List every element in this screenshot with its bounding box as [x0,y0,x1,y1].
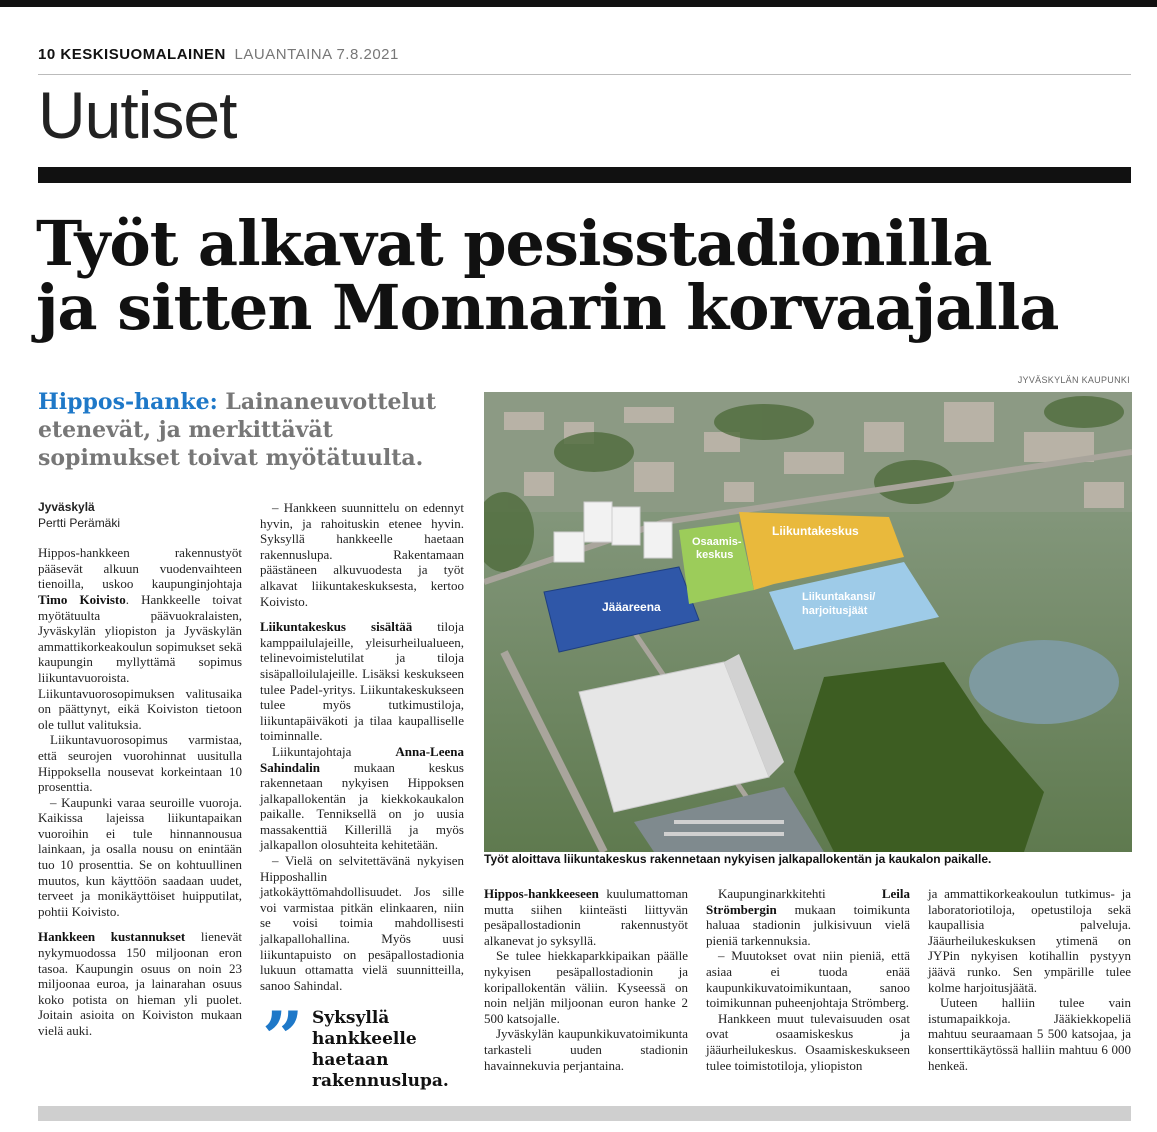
deck [38,388,468,472]
top-rule [0,0,1157,7]
headline-line-2: ja sitten Monnarin korvaajalla [36,271,1059,344]
label-jaaareena: Jääareena [602,600,661,614]
label-osaamiskeskus-2: keskus [696,549,734,561]
text: kuulumattoman mutta siihen kiinteästi liittyvän pesäpallostadionin rakennustyöt alkanevat jo syksyllä. [484,886,688,948]
text: Hippos-hankkeen rakennustyöt pääsevät alkuun vuodenvaihteen tienoilla, uskoo kaupunginjohtaja [38,545,242,592]
photo-credit: JYVÄSKYLÄN KAUPUNKI [1017,375,1130,385]
section-title: Uutiset [38,78,237,152]
bottom-rule [38,1106,1131,1121]
paragraph: Liikuntavuorosopimus varmistaa, että seurojen vuorohinnat uusitulla Hippoksella nousevat korkeintaan 10 prosenttia. [38,732,242,795]
text: mukaan toimikunta haluaa stadionin julkisivuun vielä pieniä tarkennuksia. [706,901,910,948]
deck-kicker: Hippos-hanke: [38,389,218,415]
paragraph [260,619,464,744]
byline: Pertti Perämäki [38,515,121,530]
dateline: Jyväskylä [38,500,95,514]
photo-caption: Työt aloittava liikuntakeskus rakennetaan nykyisen jalkapallokentän ja kaukalon paikalle. [484,852,992,866]
label-liikuntakansi-1: Liikuntakansi/ [802,591,876,603]
text: mukaan keskus rakennetaan nykyisen Hippoksen jalkapallokentän ja kiekkokaukalon paikalle. Tenniksellä on jo uusia massakenttiä Killerillä ja myös jalkapallon olosuhteita kehitetään. [260,759,464,853]
paragraph: – Hankkeen suunnittelu on edennyt hyvin, ja rahoituskin etenee hyvin. Syksyllä hankkeelle haetaan rakennuslupa. Rakentamaan päästäneen alkuvuodesta ja työt alkavat liikuntakeskuksesta, kertoo Koivisto. [260,500,464,609]
label-liikuntakansi-2: harjoitusjäät [802,605,868,617]
paragraph [706,886,910,948]
label-liikuntakeskus: Liikuntakeskus [772,524,859,538]
deck-text: Lainaneuvottelut etenevät, ja merkittävät sopimukset toivat myötätuulta. [38,389,437,471]
paragraph: – Vielä on selvitettävänä nykyisen Hipposhallin jatkokäyttömahdollisuudet. Jos sille voi varmistaa pitkän elinkaaren, niin se voisi toimia mahdollisesti jalkapallohallina. Myös uusi liikuntapuisto on pesäpallostadionia lukuun ottamatta vielä suunnitteilla, sanoo Sahindal. [260,853,464,993]
aerial-photo-illustration [484,392,1132,852]
article-column-1 [38,500,242,1039]
aerial-photo [484,392,1132,852]
text: lienevät nykymuodossa 150 miljoonan eron tasoa. Kaupungin osuus on noin 23 miljoonaa euroa, ja lainarahan osuus koko potista on hieman yli puolet. Joitain asioita on Koiviston mukaan vielä auki. [38,929,242,1038]
subhead: Hippos-hankkeeseen [484,886,599,901]
paragraph: Jyväskylän kaupunkikuvatoimikunta tarkasteli uuden stadionin havainnekuvia perjantaina. [484,1026,688,1073]
quote-mark-icon: ” [262,995,304,1080]
headline-line-1: Työt alkavat pesisstadionilla [36,207,992,280]
page-folio [38,46,399,63]
paragraph [484,886,688,948]
paragraph [38,545,242,732]
person-name: Anna-Leena Sahindalin [260,743,464,775]
text: Liikuntajohtaja [272,743,396,759]
paragraph: Se tulee hiekkaparkkipaikan päälle nykyisen pesäpallostadionin ja koripallokentän väliin. Kyseessä on noin neljän miljoonan euron hanke 2 500 katsojalle. [484,948,688,1026]
section-bar [38,167,1131,183]
issue-date: LAUANTAINA 7.8.2021 [234,46,399,63]
text: Kaupunginarkkitehti [718,886,882,901]
page-number: 10 [38,46,56,63]
article-column-5 [928,886,1131,1073]
paragraph: ja ammattikorkeakoulun tutkimus- ja laboratoriotiloja, opetustiloja sekä kaupallisia palveluja. Jääurheilukeskuksen ytimenä on JYPin nykyisen kotihallin pystyyn jäävä runko. Sen ympärille tulee kolme harjoitusjäätä. [928,886,1131,995]
article-column-3 [484,886,688,1073]
pull-quote-text: Syksyllä hankkeelle haetaan rakennuslupa. [312,1008,449,1091]
paragraph: Uuteen halliin tulee vain istumapaikkoja. Jääkiekkopeliä mahtuu seuraamaan 5 500 katsojaa, ja konserttikäytössä halliin mahtuu 6 000 henkeä. [928,995,1131,1073]
article-column-4 [706,886,910,1073]
text: . Hankkeelle toivat myötätuulta päävuokralaisten, Jyväskylän yliopiston ja Jyväskylän ammattikorkeakoulun sopimukset sekä kaupungin myllyttämä sopimus liikuntavuoroista. Liikuntavuorosopimuksen valitusaika on päättynyt, eikä Koiviston tietoon ole tullut valituksia. [38,591,242,732]
paragraph: Hankkeen muut tulevaisuuden osat ovat osaamiskeskus ja jääurheilukeskus. Osaamiskeskukseen tulee toimistotiloja, yliopiston [706,1010,910,1073]
label-osaamiskeskus-1: Osaamis- [692,536,742,548]
person-name: Timo Koivisto [38,591,126,607]
article-column-2 [260,500,464,993]
paragraph [38,929,242,1038]
paragraph [260,744,464,853]
subhead: Hankkeen kustannukset [38,929,186,945]
headline [36,207,1146,344]
newspaper-name: KESKISUOMALAINEN [60,46,226,63]
subhead: Liikuntakeskus sisältää [260,619,413,635]
paragraph: – Muutokset ovat niin pieniä, että asiaa ei tuoda enää kaupunkikuvatoimikuntaan, sanoo toimikunnan puheenjohtaja Strömberg. [706,948,910,1011]
person-name: Leila Strömbergin [706,886,910,917]
paragraph: – Kaupunki varaa seuroille vuoroja. Kaikissa lajeissa liikuntapaikan vuoroihin ei tule hinnannousua lainkaan, ja osalla nousu on enintään tuo 10 prosenttia. Se on kohtuullinen muutos, kun käyttöön saadaan uudet, terveet ja monikäyttöiset huipputilat, pohtii Koivisto. [38,794,242,919]
text: tiloja kamppailulajeille, yleisurheilualueen, telinevoimistelutilat ja tiloja sisäpalloilulajeille. Lisäksi keskukseen tulee Padel-yritys. Liikuntakeskukseen tulee myös tutkimustiloja, liikuntapäiväkoti ja tilaa kaupalliselle toiminnalle. [260,619,464,744]
folio-divider [38,74,1131,75]
